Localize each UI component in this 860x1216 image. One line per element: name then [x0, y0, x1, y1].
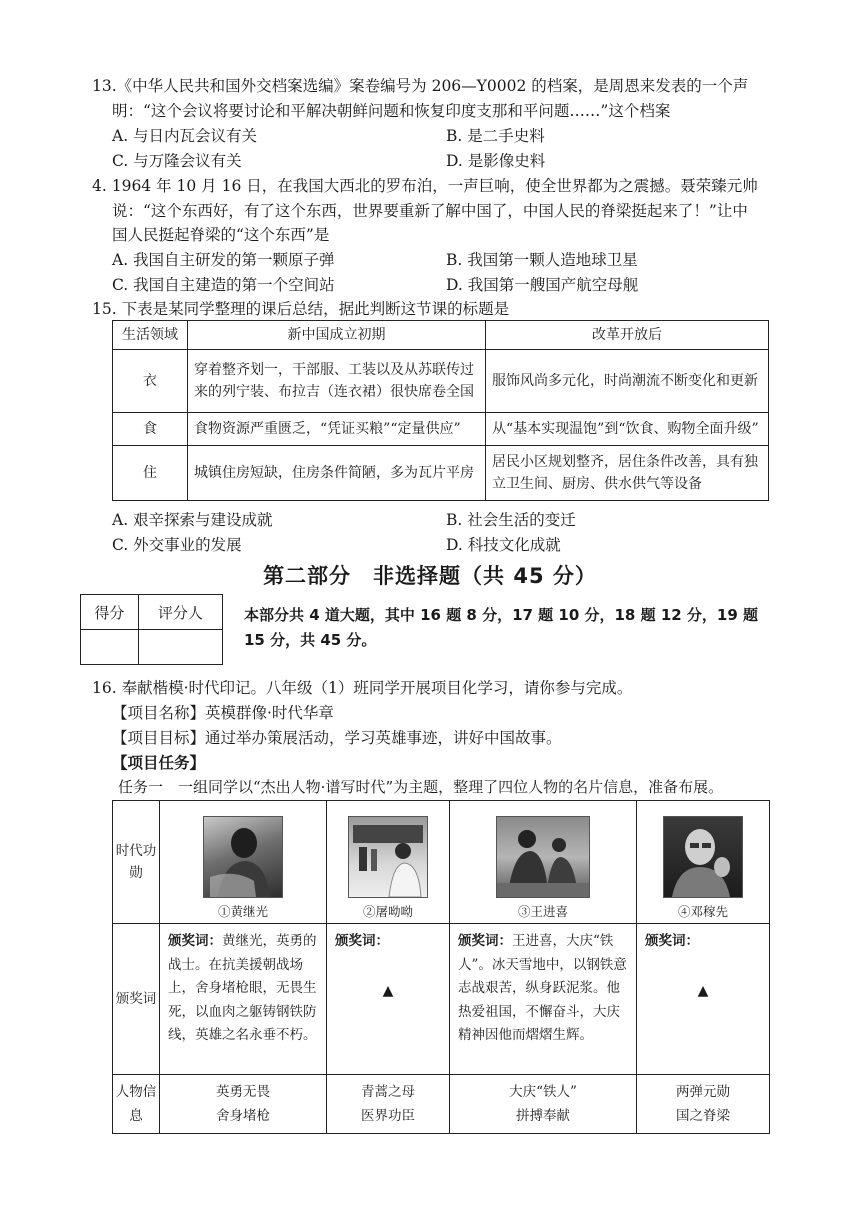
q14-option-b: B. 我国第一颗人造地球卫星: [446, 251, 638, 269]
row-early: 穿着整齐划一，干部服、工装以及从苏联传过来的列宁装、布拉吉（连衣裙）很快席卷全国: [188, 350, 486, 413]
person-caption: ④邓稼先: [677, 904, 728, 919]
q14-option-c: C. 我国自主建造的第一个空间站: [112, 276, 335, 294]
q16-people-table: [112, 800, 770, 1134]
row-later: 服饰风尚多元化，时尚潮流不断变化和更新: [486, 350, 769, 413]
header-field: 生活领域: [113, 321, 188, 350]
score-blank: [81, 630, 139, 665]
table-row: [113, 1075, 770, 1134]
tu-youyou-photo: [348, 816, 428, 898]
award-text: 黄继光，英勇的战士。在抗美援朝战场上，舍身堵枪眼，无畏生死，以血肉之躯铸钢铁防线，英雄之名永垂不朽。: [168, 933, 317, 1043]
row-label-era: 时代功勋: [113, 801, 160, 924]
award-text: 王进喜，大庆“铁人”。冰天雪地中，以钢铁意志战艰苦，纵身跃泥浆。他热爱祖国，不懈奋斗，大庆精神因他而熠熠生辉。: [458, 933, 627, 1043]
part2-intro-line1: 本部分共 4 道大题，其中 16 题 8 分，17 题 10 分，18 题 12 分，19 题: [244, 606, 759, 624]
info-cell: [327, 1075, 450, 1134]
info-line: 两弹元勋: [676, 1084, 730, 1100]
row-later: 从“基本实现温饱”到“饮食、购物全面升级”: [486, 413, 769, 446]
person-caption: ①黄继光: [217, 904, 268, 919]
q13-stem-line1: 13.《中华人民共和国外交档案选编》案卷编号为 206—Y0002 的档案，是周恩来发表的一个声: [92, 77, 749, 95]
row-field: 食: [113, 413, 188, 446]
q15-summary-table: [112, 320, 769, 501]
blank-triangle-marker: ▲: [382, 982, 394, 999]
header-later: 改革开放后: [486, 321, 769, 350]
q15-option-a: A. 艰辛探索与建设成就: [112, 511, 273, 529]
q16-task1: 任务一 一组同学以“杰出人物·谱写时代”为主题，整理了四位人物的名片信息，准备布展。: [118, 778, 724, 796]
info-line: 大庆“铁人”: [509, 1084, 577, 1100]
q14-option-d: D. 我国第一艘国产航空母舰: [446, 276, 639, 294]
q13-option-c: C. 与万隆会议有关: [112, 152, 242, 170]
info-line: 舍身堵枪: [216, 1108, 270, 1124]
grader-blank: [138, 630, 222, 665]
q16-project-goal: 【项目目标】通过举办策展活动，学习英雄事迹，讲好中国故事。: [112, 729, 562, 747]
award-heading: 颁奖词：: [335, 933, 389, 949]
person-card: [160, 801, 327, 924]
person-caption: ③王进喜: [517, 904, 568, 919]
table-row: [113, 801, 770, 924]
q13-option-d: D. 是影像史料: [446, 152, 546, 170]
q13-option-b: B. 是二手史料: [446, 127, 545, 145]
header-early: 新中国成立初期: [188, 321, 486, 350]
row-field: 住: [113, 446, 188, 501]
q15-option-d: D. 科技文化成就: [446, 536, 561, 554]
score-label: 得分: [81, 595, 139, 630]
award-text-cell: [637, 924, 770, 1075]
q13-stem-line2: 明：“这个会议将要讨论和平解决朝鲜问题和恢复印度支那和平问题……”这个档案: [112, 102, 671, 120]
row-early: 食物资源严重匮乏，“凭证买粮”“定量供应”: [188, 413, 486, 446]
part2-intro-line2: 15 分，共 45 分。: [244, 631, 377, 649]
table-row: [113, 446, 769, 501]
info-line: 英勇无畏: [216, 1084, 270, 1100]
q15-option-c: C. 外交事业的发展: [112, 536, 242, 554]
q14-option-a: A. 我国自主研发的第一颗原子弹: [112, 251, 335, 269]
row-later: 居民小区规划整齐，居住条件改善，具有独立卫生间、厨房、供水供气等设备: [486, 446, 769, 501]
q13-option-a: A. 与日内瓦会议有关: [112, 127, 258, 145]
person-card: [450, 801, 637, 924]
row-field: 衣: [113, 350, 188, 413]
person-card: [327, 801, 450, 924]
part2-title: 第二部分 非选择题（共 45 分）: [263, 564, 597, 588]
row-label-info: 人物信息: [113, 1075, 160, 1134]
row-label-award: 颁奖词: [113, 924, 160, 1075]
person-caption: ②屠呦呦: [362, 904, 413, 919]
grader-label: 评分人: [138, 595, 222, 630]
q16-stem: 16. 奉献楷模·时代印记。八年级（1）班同学开展项目化学习，请你参与完成。: [92, 679, 633, 697]
deng-jiaxian-photo: [663, 816, 743, 898]
info-cell: [160, 1075, 327, 1134]
wang-jinxi-photo: [496, 816, 590, 898]
q14-stem-line2: 说：“这个东西好，有了这个东西，世界要重新了解中国了，中国人民的脊梁挺起来了！”让中: [112, 202, 748, 220]
info-line: 医界功臣: [361, 1108, 415, 1124]
huang-jiguang-photo: [203, 816, 283, 898]
info-line: 国之脊梁: [676, 1108, 730, 1124]
table-header-row: [113, 321, 769, 350]
award-text-cell: [160, 924, 327, 1075]
award-heading: 颁奖词：: [168, 933, 222, 949]
info-cell: [450, 1075, 637, 1134]
q16-project-name: 【项目名称】英模群像·时代华章: [112, 704, 334, 722]
score-box: [80, 594, 223, 665]
q14-stem-line1: 4. 1964 年 10 月 16 日，在我国大西北的罗布泊，一声巨响，使全世界都为之震撼。聂荣臻元帅: [92, 177, 758, 195]
row-early: 城镇住房短缺，住房条件简陋，多为瓦片平房: [188, 446, 486, 501]
info-cell: [637, 1075, 770, 1134]
person-card: [637, 801, 770, 924]
award-text-cell: [327, 924, 450, 1075]
q15-stem: 15. 下表是某同学整理的课后总结，据此判断这节课的标题是: [92, 300, 510, 318]
award-text-cell: [450, 924, 637, 1075]
table-row: [113, 350, 769, 413]
q14-stem-line3: 国人民挺起脊梁的“这个东西”是: [112, 226, 330, 244]
blank-triangle-marker: ▲: [697, 982, 709, 999]
q16-task-heading: 【项目任务】: [112, 753, 206, 772]
q15-option-b: B. 社会生活的变迁: [446, 511, 576, 529]
table-row: [113, 413, 769, 446]
award-heading: 颁奖词：: [458, 933, 512, 949]
info-line: 青蒿之母: [361, 1084, 415, 1100]
table-row: [113, 924, 770, 1075]
award-heading: 颁奖词：: [645, 933, 699, 949]
info-line: 拼搏奉献: [516, 1108, 570, 1124]
